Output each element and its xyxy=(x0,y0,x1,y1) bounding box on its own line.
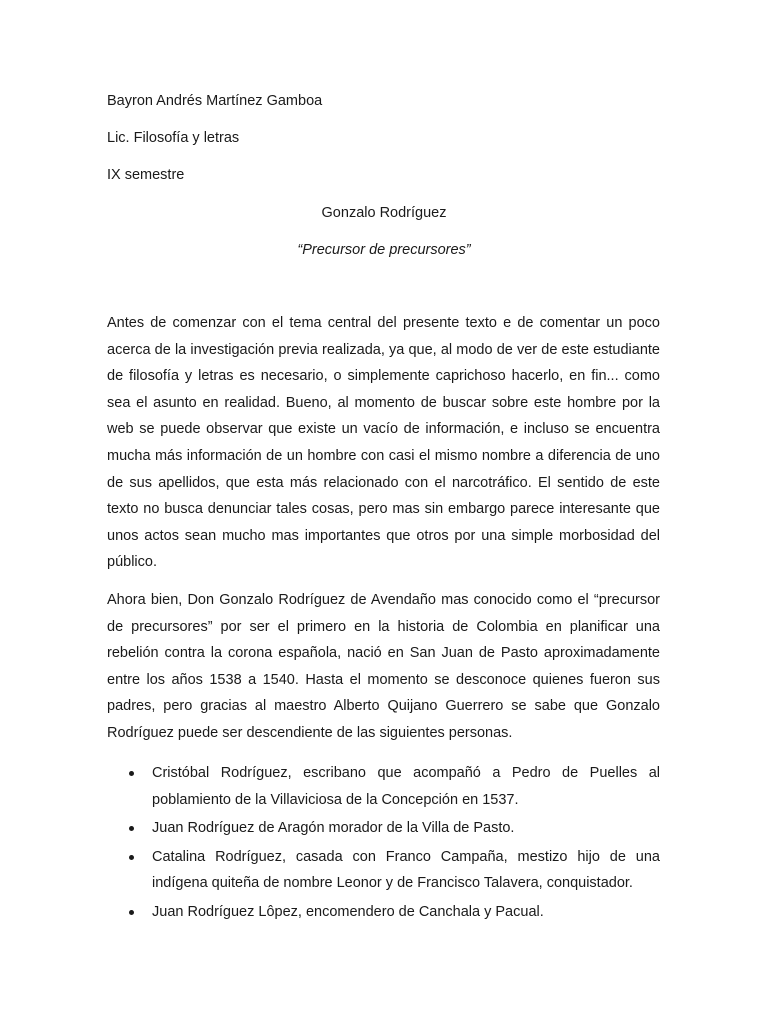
list-item xyxy=(107,844,660,897)
list-item xyxy=(107,815,660,842)
bullet-icon xyxy=(129,826,134,831)
bullet-icon xyxy=(129,771,134,776)
list-item xyxy=(107,760,660,813)
author-name: Bayron Andrés Martínez Gamboa xyxy=(107,93,323,109)
ancestor-list xyxy=(107,760,660,928)
program-name: Lic. Filosofía y letras xyxy=(107,130,240,146)
list-item-text: Juan Rodríguez de Aragón morador de la Villa de Pasto. xyxy=(152,820,515,837)
list-item-text: Cristóbal Rodríguez, escribano que acompañó a Pedro de Puelles al poblamiento de la Villaviciosa de la Concepción en 1537. xyxy=(152,765,660,808)
bullet-icon xyxy=(129,855,134,860)
paragraph: Antes de comenzar con el tema central del presente texto e de comentar un poco acerca de la investigación previa realizada, ya que, al modo de ver de este estudiante de filosofía y letras es necesario, o simplemente caprichoso hacerlo, en fin... como sea el asunto en realidad. Bueno, al momento de buscar sobre este hombre por la web se puede observar que existe un vacío de información, e incluso se encuentra mucha más información de un hombre con casi el mismo nombre a diferencia de uno de sus apellidos, que esta más relacionado con el narcotráfico. El sentido de este texto no busca denunciar tales cosas, pero mas sin embargo parece interesante que unos actos sean mucho mas importantes que otros por una simple morbosidad del público. xyxy=(107,315,660,571)
list-item-text: Catalina Rodríguez, casada con Franco Campaña, mestizo hijo de una indígena quiteña de nombre Leonor y de Francisco Talavera, conquistador. xyxy=(152,848,660,892)
document-title: Gonzalo Rodríguez xyxy=(321,205,447,221)
list-item-text: Juan Rodríguez Lôpez, encomendero de Canchala y Pacual. xyxy=(152,903,544,920)
semester-label: IX semestre xyxy=(107,167,185,183)
bullet-icon xyxy=(129,910,134,915)
list-item xyxy=(107,899,660,926)
document-subtitle: “Precursor de precursores” xyxy=(297,242,471,258)
body-text xyxy=(107,310,660,747)
paragraph: Ahora bien, Don Gonzalo Rodríguez de Avendaño mas conocido como el “precursor de precursores” por ser el primero en la historia de Colombia en planificar una rebelión contra la corona española, nació en San Juan de Pasto aproximadamente entre los años 1538 a 1540. Hasta el momento se desconoce quienes fueron sus padres, pero gracias al maestro Alberto Quijano Guerrero se sabe que Gonzalo Rodríguez puede ser descendiente de las siguientes personas. xyxy=(107,591,660,741)
